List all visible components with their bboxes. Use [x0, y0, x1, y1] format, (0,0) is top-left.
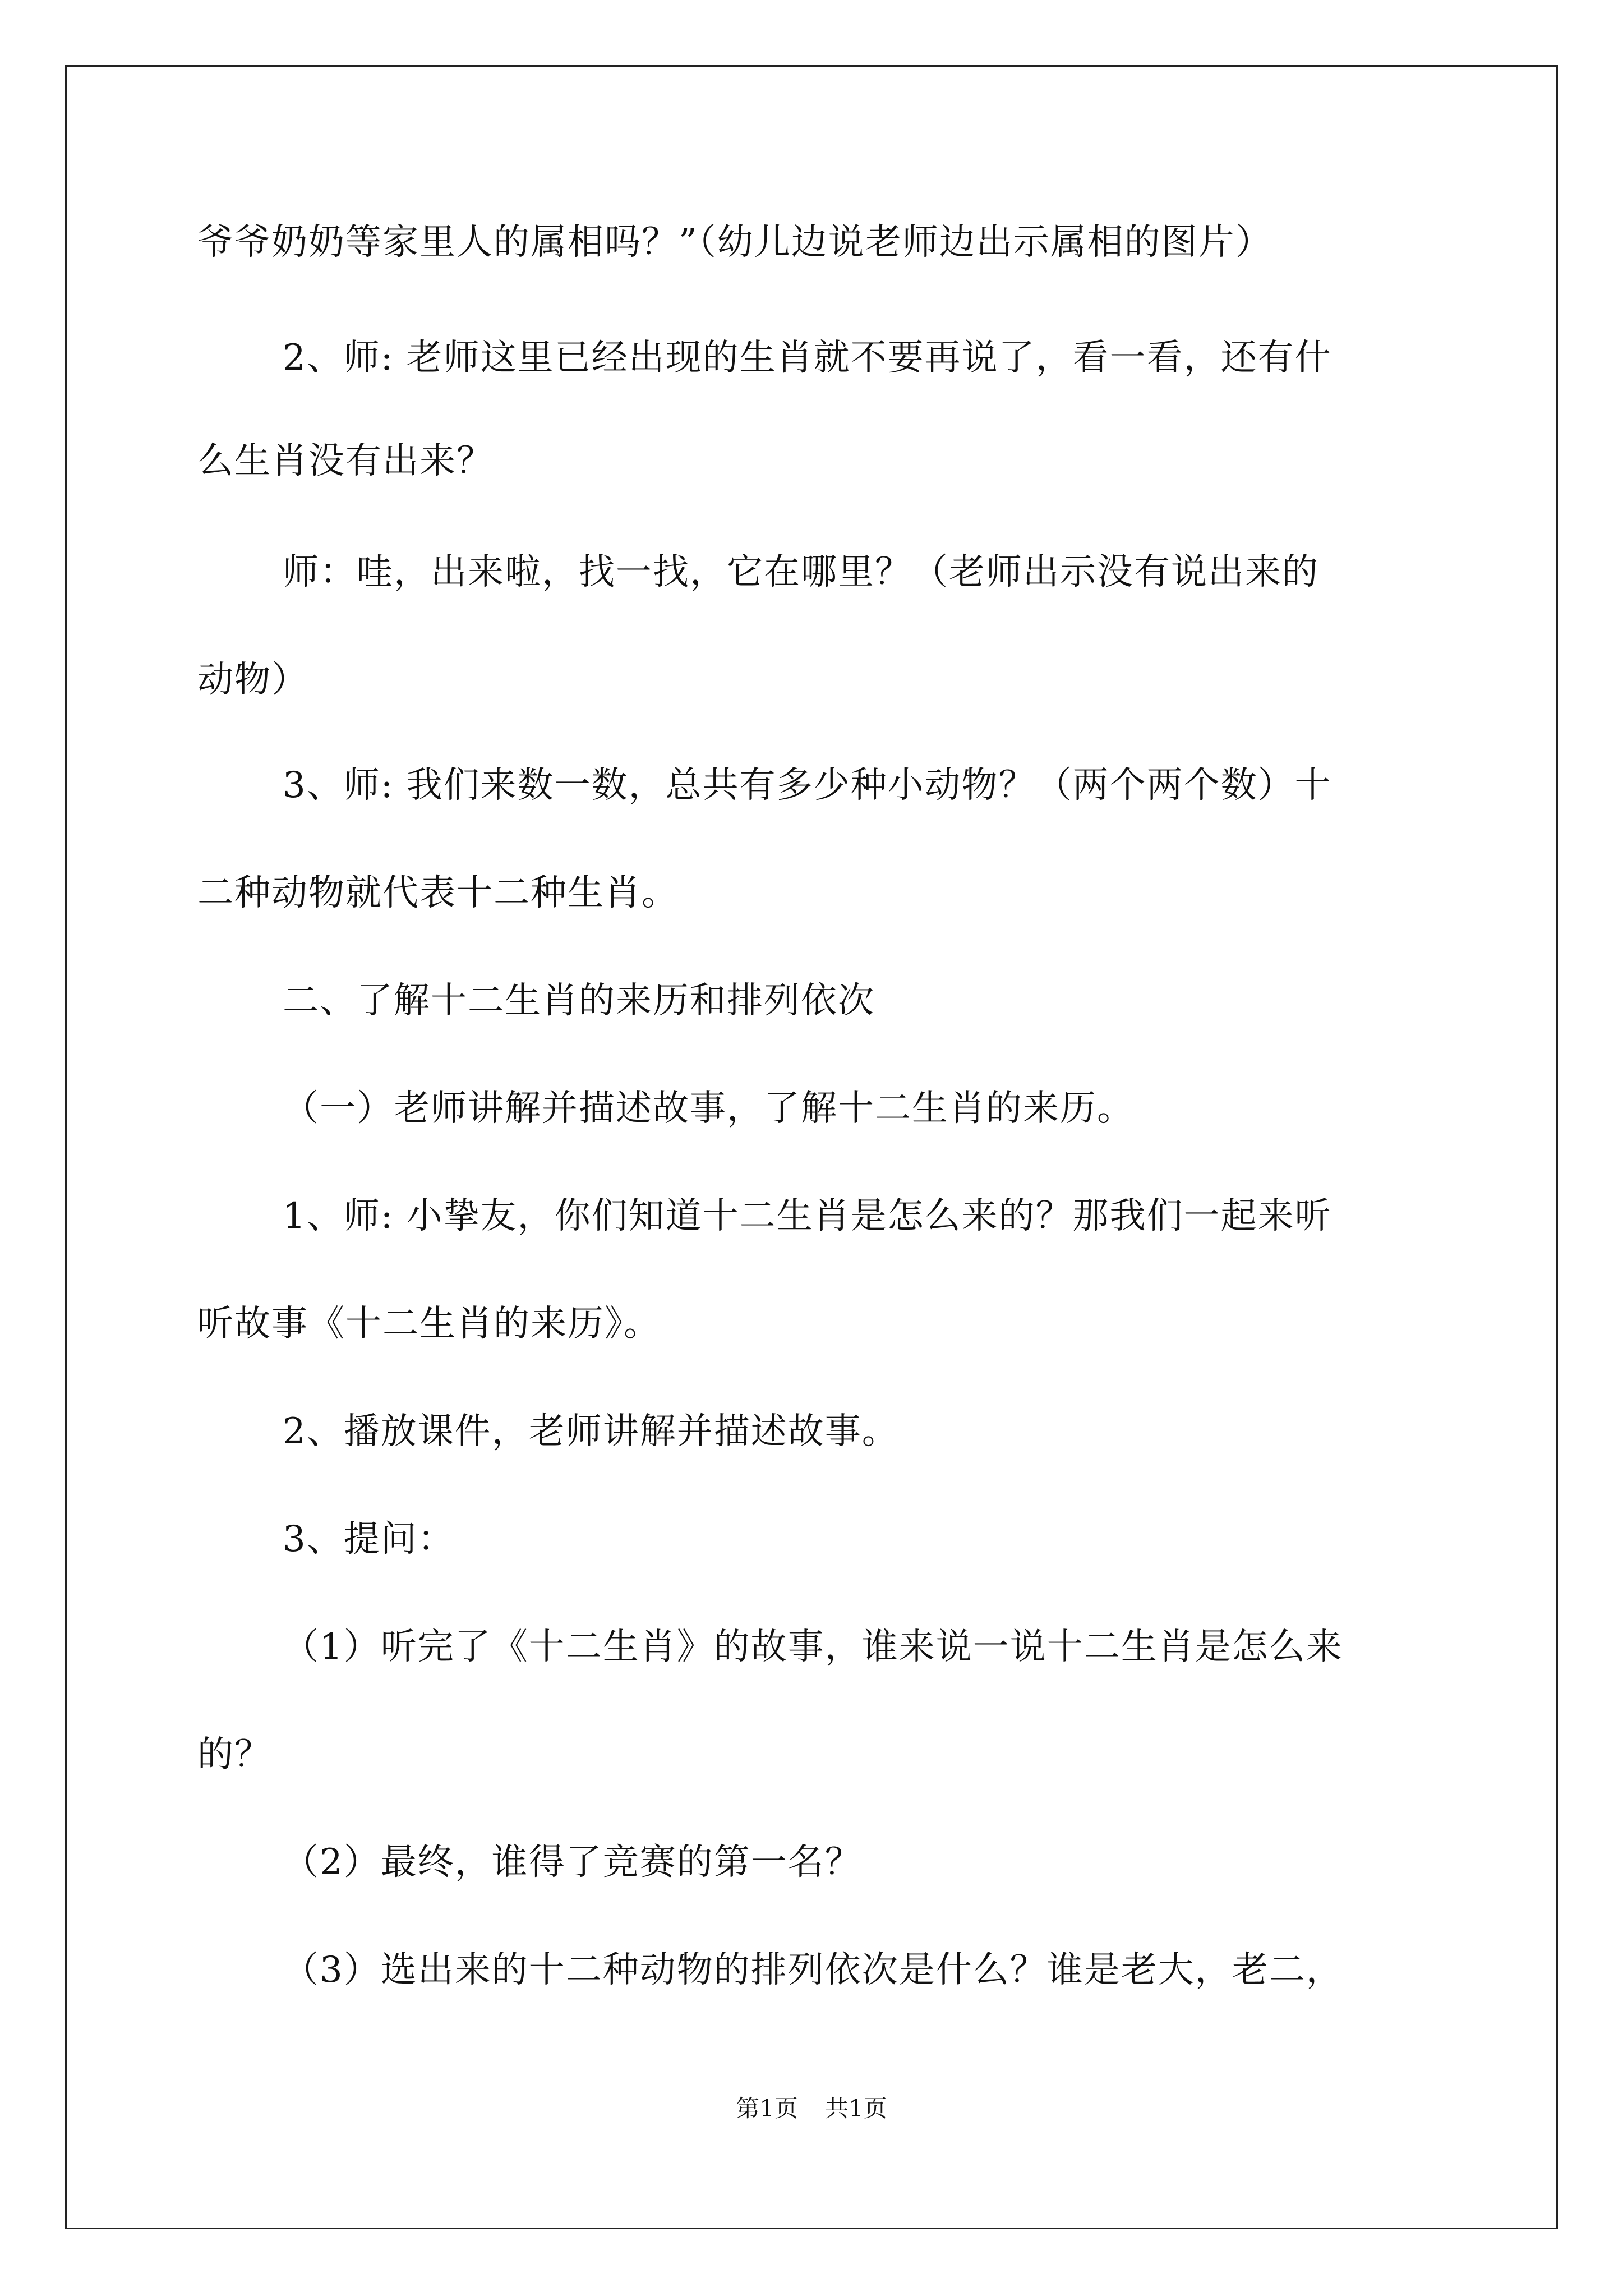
paragraph-line-14: （1）听完了《十二生肖》的故事，谁来说一说十二生肖是怎么来	[283, 1626, 1343, 1668]
paragraph-line-6: 3、师: 我们来数一数，总共有多少种小动物？（两个两个数）十	[283, 765, 1332, 806]
paragraph-line-17: （3）选出来的十二种动物的排列依次是什么？谁是老大，老二，	[283, 1949, 1343, 1991]
subsection-heading: （一）老师讲解并描述故事，了解十二生肖的来历。	[283, 1088, 1134, 1129]
page-number-total: 共1页	[825, 2095, 887, 2122]
paragraph-line-15: 的？	[197, 1734, 271, 1775]
paragraph-line-4: 师：哇，出来啦，找一找，它在哪里？（老师出示没有说出来的	[283, 551, 1319, 593]
paragraph-line-10: 1、师: 小挚友，你们知道十二生肖是怎么来的？那我们一起来听	[283, 1195, 1332, 1237]
paragraph-line-13: 3、提问：	[283, 1519, 455, 1560]
paragraph-line-1: 爷爷奶奶等家里人的属相吗？”（幼儿边说老师边出示属相的图片）	[197, 222, 1272, 263]
page-footer	[0, 2097, 1623, 2120]
paragraph-line-5: 动物）	[197, 659, 308, 701]
paragraph-line-12: 2、播放课件，老师讲解并描述故事。	[283, 1411, 899, 1452]
paragraph-line-2: 2、师: 老师这里已经出现的生肖就不要再说了，看一看，还有什	[283, 337, 1332, 379]
section-heading: 二、了解十二生肖的来历和排列依次	[283, 980, 875, 1022]
paragraph-line-16: （2）最终，谁得了竞赛的第一名？	[283, 1842, 862, 1883]
page-number-current: 第1页	[736, 2095, 798, 2122]
paragraph-line-11: 听故事《十二生肖的来历》。	[197, 1303, 661, 1345]
paragraph-line-7: 二种动物就代表十二种生肖。	[197, 872, 679, 914]
paragraph-line-3: 么生肖没有出来？	[197, 440, 494, 482]
page-border	[65, 65, 1558, 2229]
